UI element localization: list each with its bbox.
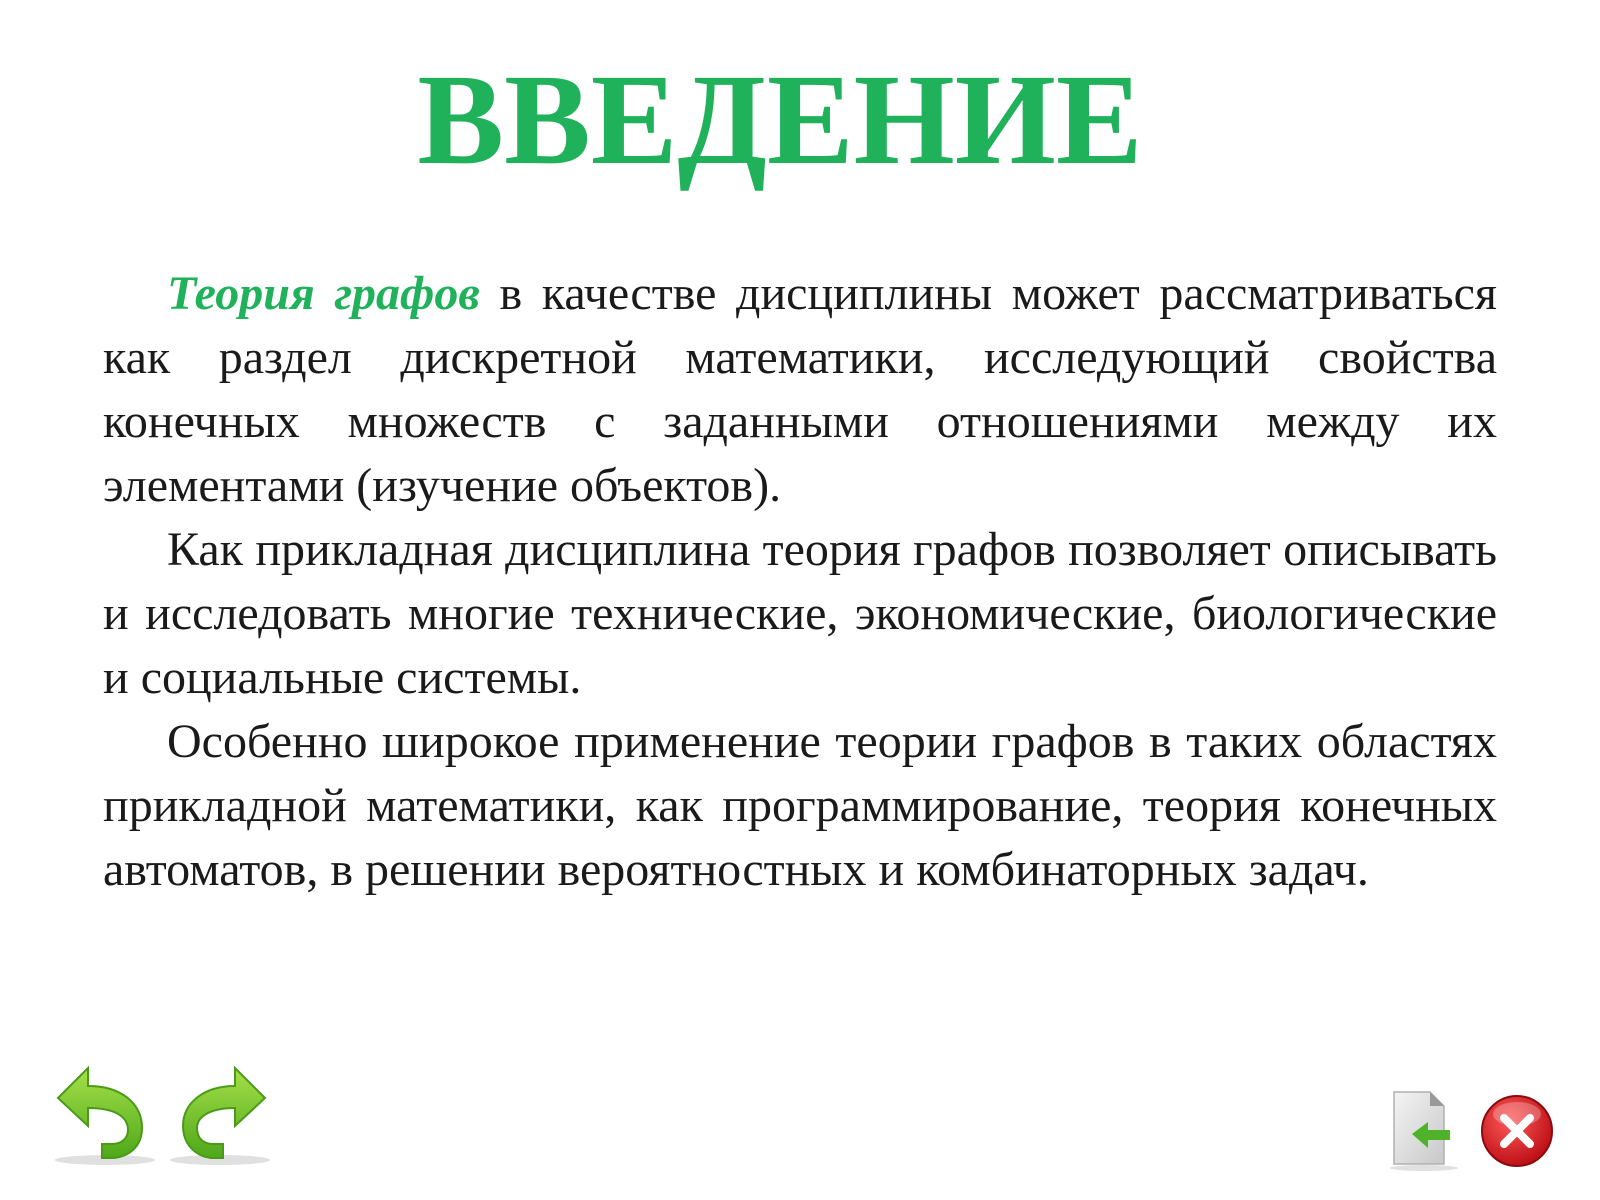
close-icon [1478,1092,1556,1170]
slide-body [103,262,1497,902]
paragraph-1-text: в качестве дисциплины может рассматриваться как раздел дискретной математики, исследующий свойства конечных множеств с заданными отношениями между их элементами (изучение объектов). [103,267,1498,512]
term-highlight: Теория графов [167,267,480,320]
paragraph-2 [103,518,1497,710]
back-button[interactable] [50,1060,160,1170]
document-exit-icon [1388,1088,1468,1172]
slide-title: ВВЕДЕНИЕ [417,48,1143,192]
curved-arrow-forward-icon [165,1060,275,1170]
curved-arrow-back-icon [50,1060,160,1170]
paragraph-3 [103,710,1497,902]
paragraph-1 [103,262,1497,518]
paragraph-3-text: Особенно широкое применение теории графов в таких областях прикладной математики, как программирование, теория конечных автоматов, в решении вероятностных и комбинаторных задач. [103,715,1497,896]
exit-document-button[interactable] [1388,1088,1468,1172]
close-button[interactable] [1478,1092,1556,1170]
paragraph-2-text: Как прикладная дисциплина теория графов позволяет описывать и исследовать многие технические, экономические, биологические и социальные системы. [103,523,1497,704]
forward-button[interactable] [165,1060,275,1170]
